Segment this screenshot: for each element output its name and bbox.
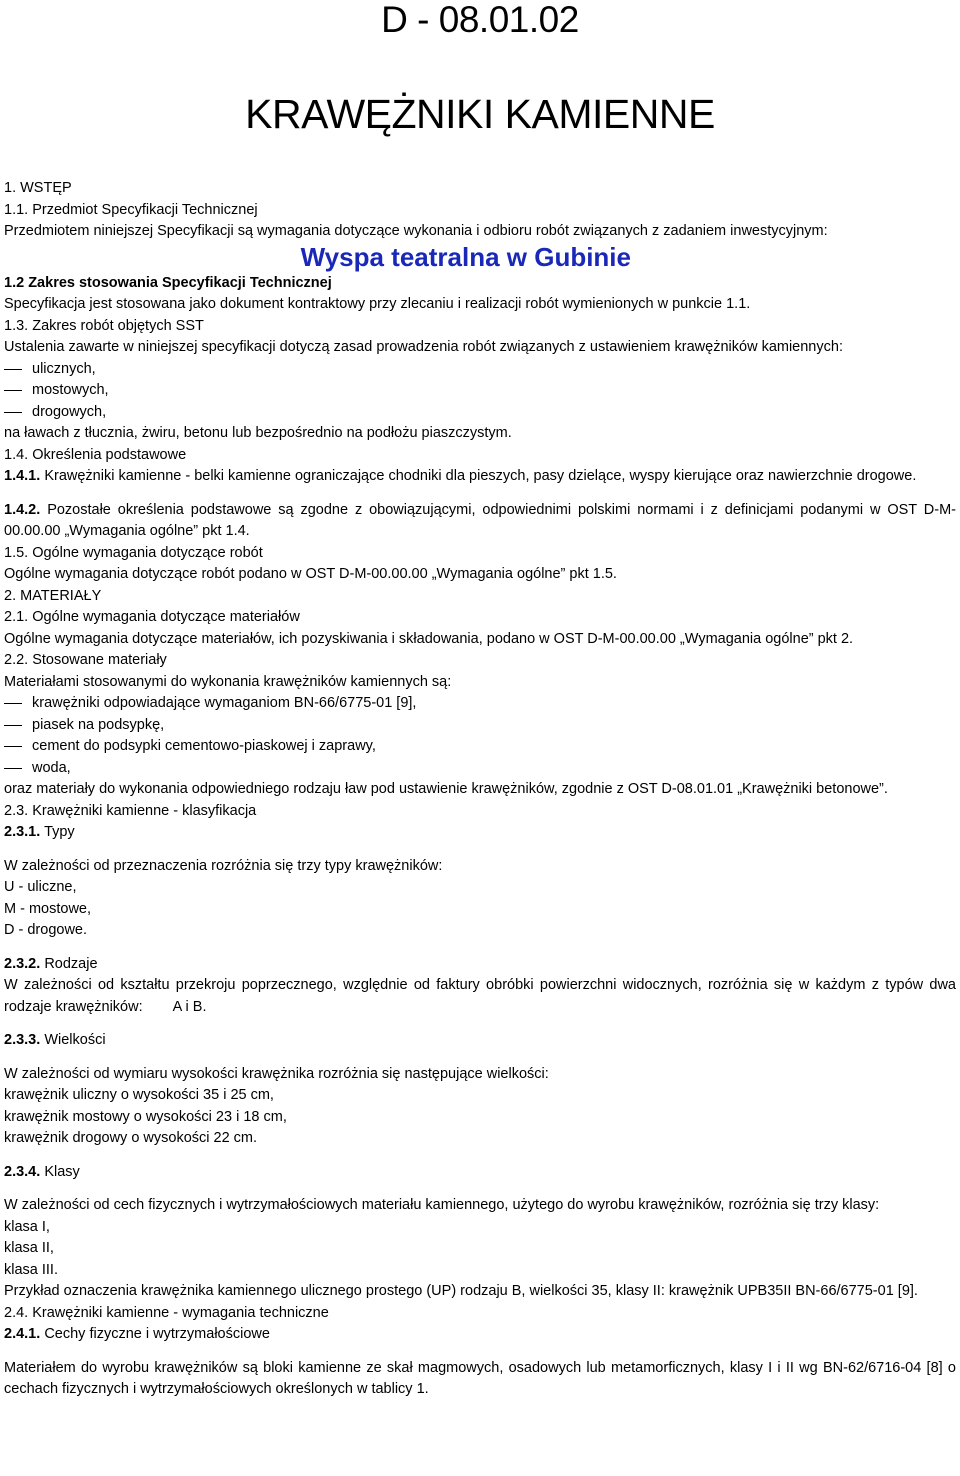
- dash-bullet: [4, 703, 22, 704]
- dash-bullet: [4, 768, 22, 769]
- dash-bullet: [4, 412, 22, 413]
- subsection-heading: [4, 1324, 956, 1346]
- list-item: M - mostowe,: [4, 900, 92, 917]
- section-title: WSTĘP: [20, 180, 72, 196]
- project-name: Wyspa teatralna w Gubinie: [300, 241, 631, 272]
- section-number: 1.: [4, 180, 17, 196]
- document-code: D - 08.01.02: [381, 0, 579, 40]
- section-title: Określenia podstawowe: [32, 446, 187, 463]
- section-title: Ogólne wymagania dotyczące materiałów: [32, 609, 300, 625]
- subsection-title: Typy: [44, 824, 75, 840]
- section-title: Krawężniki kamienne - klasyfikacja: [32, 802, 257, 819]
- list-item: klasa I,: [4, 1218, 50, 1235]
- section-number: 1.3.: [4, 317, 29, 334]
- paragraph: oraz materiały do wykonania odpowiedniego rodzaju ław pod ustawienie krawężników, zgodnie z OST D-08.01.01 „Krawężniki betonowe”.: [4, 781, 888, 797]
- section-heading: [4, 445, 956, 467]
- kinds-value: A i B.: [172, 998, 207, 1015]
- list-item: krawężniki odpowiadające wymaganiom BN-66/6775-01 [9],: [4, 693, 956, 715]
- section-number: 2.3.: [4, 802, 29, 819]
- subsection-number: 2.3.2.: [4, 955, 41, 972]
- list-item: klasa III.: [4, 1261, 58, 1278]
- section-heading: [4, 1303, 956, 1325]
- section-number: 2.4.: [4, 1304, 29, 1321]
- subsection-title: Rodzaje: [44, 955, 98, 972]
- paragraph: Przedmiotem niniejszej Specyfikacji są wymagania dotyczące wykonania i odbioru robót związanych z zadaniem inwestycyjnym:: [4, 223, 828, 239]
- paragraph: Materiałami stosowanymi do wykonania krawężników kamiennych są:: [4, 673, 452, 690]
- section-heading: [4, 178, 956, 200]
- list-item: woda,: [4, 758, 956, 780]
- paragraph: Materiałem do wyrobu krawężników są bloki kamienne ze skał magmowych, osadowych lub metamorficznych, klasy I i II wg BN-62/6716-04 [8] o cechach fizycznych i wytrzymałościowych określonych w tablicy 1.: [4, 1359, 956, 1397]
- section-heading: [4, 543, 956, 565]
- paragraph: Ogólne wymagania dotyczące materiałów, ich pozyskiwania i składowania, podano w OST D-M-00.00.00 „Wymagania ogólne” pkt 2.: [4, 630, 854, 647]
- section-title: Krawężniki kamienne - wymagania techniczne: [32, 1304, 329, 1321]
- paragraph: 1.4.1. Krawężniki kamienne - belki kamienne ograniczające chodniki dla pieszych, pasy dzielące, wyspy kierujące oraz nawierzchnie drogowe.: [4, 468, 917, 484]
- subsection-number: 2.3.1.: [4, 824, 41, 840]
- paragraph: Specyfikacja jest stosowana jako dokument kontraktowy przy zlecaniu i realizacji robót wymienionych w punkcie 1.1.: [4, 296, 751, 312]
- section-heading: [4, 586, 956, 608]
- list-item: drogowych,: [4, 402, 956, 424]
- list-item: mostowych,: [4, 380, 956, 402]
- section-number: 1.5.: [4, 544, 29, 561]
- paragraph: Przykład oznaczenia krawężnika kamiennego ulicznego prostego (UP) rodzaju B, wielkości 35, klasy II: krawężnik UPB35II BN-66/6775-01 [9].: [4, 1283, 918, 1299]
- subsection-title: Cechy fizyczne i wytrzymałościowe: [44, 1326, 270, 1342]
- subsection-heading: [4, 1162, 956, 1184]
- list-item: ulicznych,: [4, 359, 956, 381]
- section-title: Ogólne wymagania dotyczące robót: [32, 544, 263, 561]
- list-item: D - drogowe.: [4, 922, 88, 938]
- section-number: 2.1.: [4, 609, 29, 625]
- list-item: klasa II,: [4, 1240, 54, 1256]
- section-title: Zakres robót objętych SST: [32, 317, 204, 334]
- section-number: 1.2: [4, 274, 25, 291]
- list-item: cement do podsypki cementowo-piaskowej i zaprawy,: [4, 736, 956, 758]
- subsection-number: 2.3.3.: [4, 1032, 41, 1048]
- section-number: 2.: [4, 587, 17, 604]
- section-title: Zakres stosowania Specyfikacji Technicznej: [28, 274, 332, 291]
- paragraph: W zależności od cech fizycznych i wytrzymałościowych materiału kamiennego, użytego do wyrobu krawężników, rozróżnia się trzy klasy:: [4, 1197, 880, 1213]
- list-item: U - uliczne,: [4, 879, 77, 895]
- subsection-heading: [4, 1030, 956, 1052]
- subsection-title: Wielkości: [44, 1032, 106, 1048]
- dash-bullet: [4, 369, 22, 370]
- list-item: krawężnik drogowy o wysokości 22 cm.: [4, 1130, 258, 1146]
- subsection-heading: [4, 954, 956, 976]
- paragraph: W zależności od kształtu przekroju poprzecznego, względnie od faktury obróbki powierzchni widocznych, rozróżnia się w każdym z typów dwa rodzaje krawężników: A i B.: [4, 977, 956, 1015]
- dash-bullet: [4, 390, 22, 391]
- paragraph: Ustalenia zawarte w niniejszej specyfikacji dotyczą zasad prowadzenia robót związanych z ustawieniem krawężników kamiennych:: [4, 339, 843, 355]
- paragraph: Ogólne wymagania dotyczące robót podano w OST D-M-00.00.00 „Wymagania ogólne” pkt 1.5.: [4, 566, 617, 582]
- section-number: 1.1.: [4, 201, 29, 218]
- dash-bullet: [4, 746, 22, 747]
- section-heading: [4, 316, 956, 338]
- paragraph: 1.4.2. Pozostałe określenia podstawowe są zgodne z obowiązującymi, odpowiednimi polskimi normami i z definicjami podanymi w OST D-M-00.00.00 „Wymagania ogólne” pkt 1.4.: [4, 501, 956, 539]
- section-title: MATERIAŁY: [20, 587, 102, 604]
- subsection-number: 2.4.1.: [4, 1326, 41, 1342]
- subsection-heading: [4, 822, 956, 844]
- section-heading: [4, 607, 956, 629]
- section-title: Przedmiot Specyfikacji Technicznej: [32, 201, 258, 218]
- subsection-title: Klasy: [44, 1163, 80, 1180]
- section-heading: [4, 273, 956, 295]
- list-item: krawężnik mostowy o wysokości 23 i 18 cm,: [4, 1108, 287, 1125]
- paragraph: W zależności od przeznaczenia rozróżnia się trzy typy krawężników:: [4, 857, 443, 874]
- paragraph: na ławach z tłucznia, żwiru, betonu lub bezpośrednio na podłożu piaszczystym.: [4, 425, 512, 441]
- section-number: 2.2.: [4, 652, 29, 668]
- section-heading: [4, 200, 956, 222]
- paragraph: W zależności od wymiaru wysokości krawężnika rozróżnia się następujące wielkości:: [4, 1065, 549, 1082]
- paragraph-number: 1.4.2.: [4, 501, 41, 518]
- dash-bullet: [4, 725, 22, 726]
- section-title: Stosowane materiały: [32, 652, 167, 668]
- list-item: krawężnik uliczny o wysokości 35 i 25 cm,: [4, 1087, 274, 1103]
- subsection-number: 2.3.4.: [4, 1163, 41, 1180]
- paragraph-number: 1.4.1.: [4, 468, 41, 484]
- section-number: 1.4.: [4, 446, 29, 463]
- document-title: KRAWĘŻNIKI KAMIENNE: [245, 91, 715, 137]
- section-heading: [4, 650, 956, 672]
- document-body: [4, 178, 956, 1401]
- section-heading: [4, 801, 956, 823]
- list-item: piasek na podsypkę,: [4, 715, 956, 737]
